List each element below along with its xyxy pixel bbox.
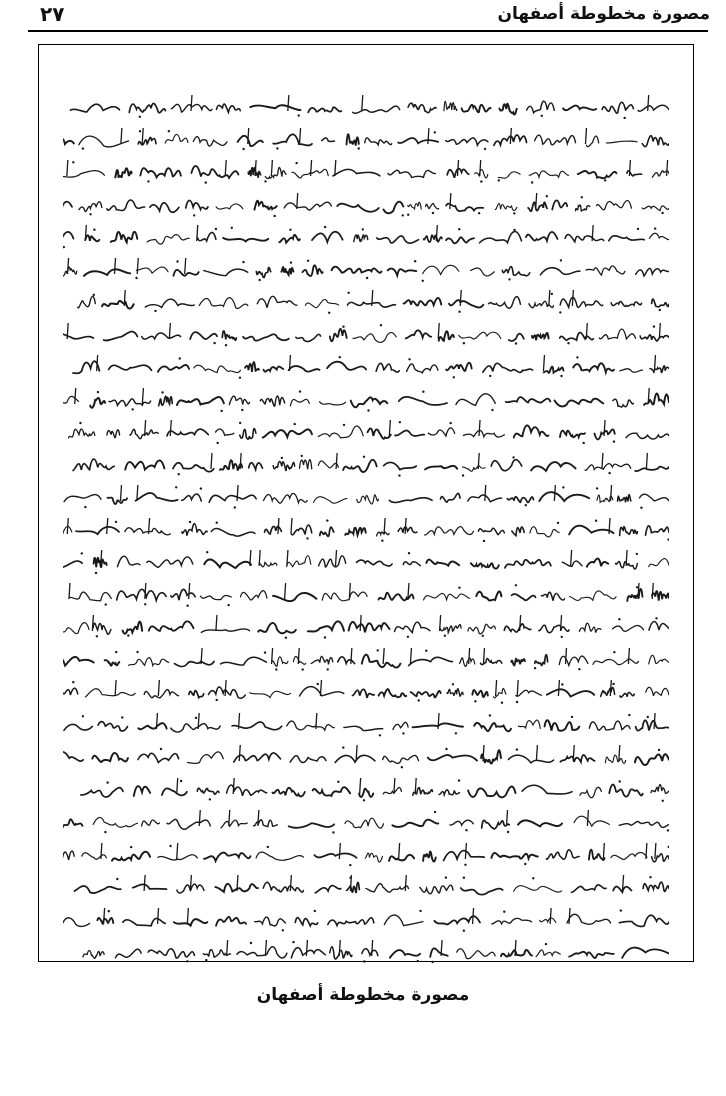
- manuscript-line: [63, 451, 669, 477]
- manuscript-line: [63, 321, 669, 347]
- manuscript-line: [63, 906, 669, 932]
- manuscript-line: [63, 223, 669, 249]
- manuscript-line: [63, 256, 669, 282]
- manuscript-line: [63, 776, 669, 802]
- manuscript-line: [63, 418, 669, 444]
- manuscript-line: [63, 288, 669, 314]
- manuscript-line: [63, 613, 669, 639]
- manuscript-image: [63, 93, 669, 941]
- manuscript-line: [63, 483, 669, 509]
- manuscript-line: [63, 873, 669, 899]
- manuscript-line: [63, 353, 669, 379]
- manuscript-line: [63, 646, 669, 672]
- manuscript-line: [63, 516, 669, 542]
- manuscript-line: [63, 158, 669, 184]
- manuscript-line: [63, 841, 669, 867]
- header-divider: [28, 30, 708, 32]
- page-number: ٢٧: [40, 2, 65, 26]
- figure-caption: مصورة مخطوطة أصفهان: [256, 985, 470, 1005]
- manuscript-line: [63, 678, 669, 704]
- manuscript-frame: [38, 44, 694, 962]
- manuscript-line: [63, 808, 669, 834]
- manuscript-line: [63, 581, 669, 607]
- manuscript-line: [63, 548, 669, 574]
- manuscript-line: [63, 711, 669, 737]
- manuscript-line: [63, 93, 669, 119]
- manuscript-line: [63, 126, 669, 152]
- manuscript-line: [63, 191, 669, 217]
- running-header-title: مصورة مخطوطة أصفهان: [497, 4, 710, 24]
- manuscript-line: [63, 938, 669, 964]
- manuscript-line: [63, 743, 669, 769]
- manuscript-line: [63, 386, 669, 412]
